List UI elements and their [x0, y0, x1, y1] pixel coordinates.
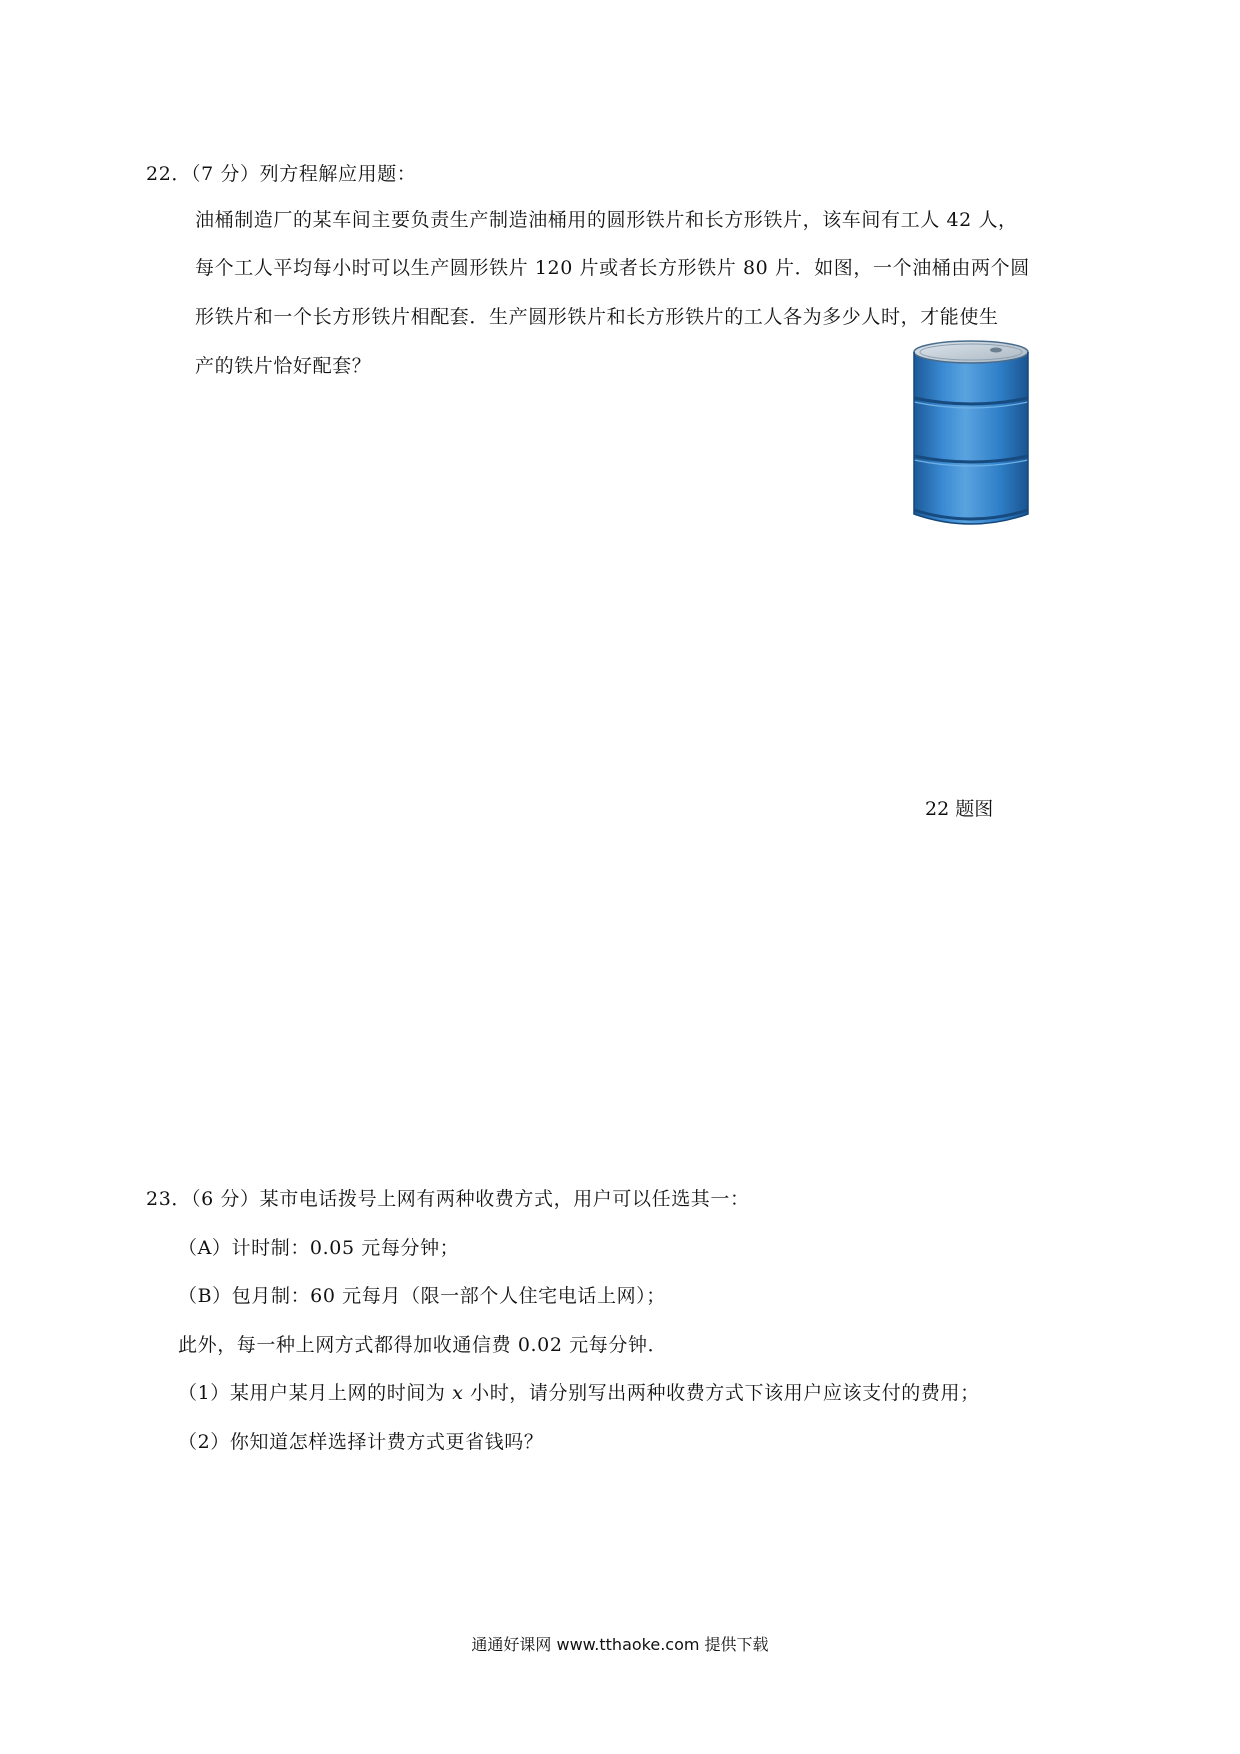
page-footer: 通通好课网 www.tthaoke.com 提供下载	[471, 1635, 769, 1654]
q22-line-1: 油桶制造厂的某车间主要负责生产制造油桶用的圆形铁片和长方形铁片，该车间有工人 42 人，	[195, 209, 1018, 231]
q23-subquestion-2: （2）你知道怎样选择计费方式更省钱吗？	[178, 1431, 544, 1453]
q22-header: 22．（7 分）列方程解应用题：	[146, 163, 417, 185]
q23-header: 23．（6 分）某市电话拨号上网有两种收费方式，用户可以任选其一：	[146, 1188, 750, 1210]
q22-line-3: 形铁片和一个长方形铁片相配套．生产圆形铁片和长方形铁片的工人各为多少人时，才能使生	[195, 306, 999, 328]
q23-note: 此外，每一种上网方式都得加收通信费 0.02 元每分钟．	[178, 1334, 668, 1356]
q23-sub1-variable: x	[452, 1382, 464, 1404]
q22-line-4: 产的铁片恰好配套？	[195, 355, 372, 377]
q23-subquestion-1	[178, 1381, 980, 1405]
q22-line-2: 每个工人平均每小时可以生产圆形铁片 120 片或者长方形铁片 80 片．如图，一个油桶由两个圆	[195, 257, 1030, 279]
q23-sub1-before: （1）某用户某月上网的时间为	[178, 1382, 453, 1404]
q23-option-a: （A）计时制：0.05 元每分钟；	[178, 1237, 460, 1259]
oil-barrel-figure	[908, 338, 1034, 530]
q22-figure-caption: 22 题图	[925, 798, 994, 820]
q23-option-b: （B）包月制：60 元每月（限一部个人住宅电话上网）；	[178, 1285, 666, 1307]
q23-sub1-after: 小时，请分别写出两种收费方式下该用户应该支付的费用；	[463, 1382, 980, 1404]
